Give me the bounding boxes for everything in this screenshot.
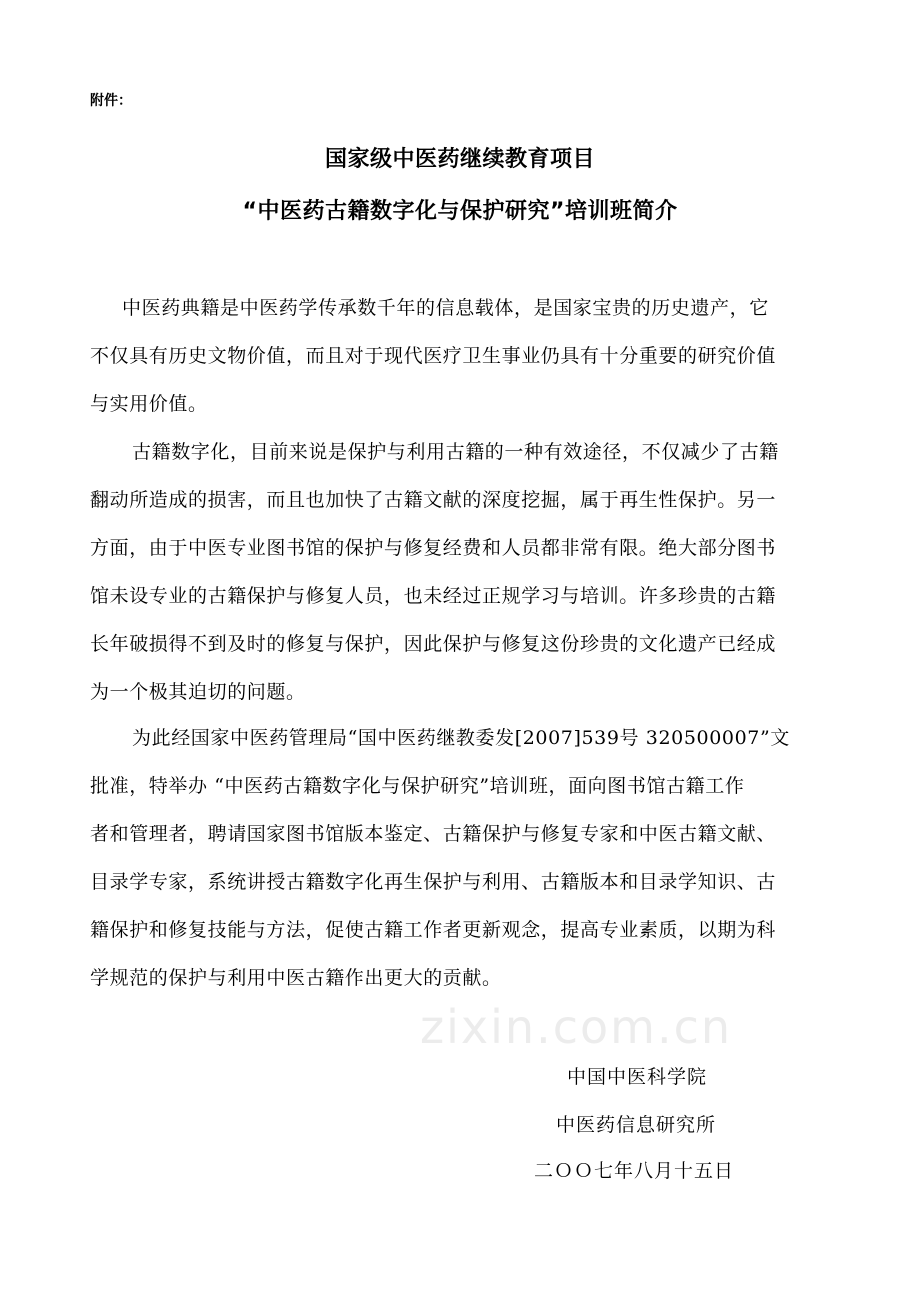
document-title-line-2: “中医药古籍数字化与保护研究”培训班简介: [242, 199, 678, 224]
watermark-text: zixin.com.cn: [420, 1000, 733, 1054]
paragraph-line: 为此经国家中医药管理局“国中医药继教委发[2007]539号 320500007”文: [132, 727, 790, 749]
paragraph-line: 者和管理者，聘请国家图书馆版本鉴定、古籍保护与修复专家和中医古籍文献、: [90, 823, 777, 845]
attachment-label: 附件：: [90, 93, 132, 109]
paragraph-line: 不仅具有历史文物价值，而且对于现代医疗卫生事业仍具有十分重要的研究价值: [90, 345, 777, 367]
paragraph-line: 中医药典籍是中医药学传承数千年的信息载体，是国家宝贵的历史遗产，它: [122, 297, 769, 319]
signature-institute: 中医药信息研究所: [556, 1114, 717, 1136]
paragraph-line: 古籍数字化，目前来说是保护与利用古籍的一种有效途径，不仅减少了古籍: [132, 441, 779, 463]
paragraph-line: 批准，特举办 “中医药古籍数字化与保护研究”培训班，面向图书馆古籍工作: [90, 775, 745, 797]
paragraph-line: 馆未设专业的古籍保护与修复人员，也未经过正规学习与培训。许多珍贵的古籍: [90, 585, 777, 607]
paragraph-2: [90, 428, 830, 716]
paragraph-line: 籍保护和修复技能与方法，促使古籍工作者更新观念，提高专业素质，以期为科: [90, 919, 777, 941]
paragraph-3: [90, 714, 830, 1002]
paragraph-1: [90, 284, 830, 428]
document-title-line-1: 国家级中医药继续教育项目: [324, 147, 595, 172]
signature-date: 二ＯＯ七年八月十五日: [534, 1160, 735, 1182]
paragraph-line: 学规范的保护与利用中医古籍作出更大的贡献。: [90, 967, 502, 989]
paragraph-line: 为一个极其迫切的问题。: [90, 681, 306, 703]
paragraph-line: 翻动所造成的损害，而且也加快了古籍文献的深度挖掘，属于再生性保护。另一: [90, 489, 777, 511]
paragraph-line: 与实用价值。: [90, 393, 208, 415]
paragraph-line: 方面，由于中医专业图书馆的保护与修复经费和人员都非常有限。绝大部分图书: [90, 537, 777, 559]
signature-organization: 中国中医科学院: [567, 1066, 708, 1088]
paragraph-line: 目录学专家，系统讲授古籍数字化再生保护与利用、古籍版本和目录学知识、古: [90, 871, 777, 893]
paragraph-line: 长年破损得不到及时的修复与保护，因此保护与修复这份珍贵的文化遗产已经成: [90, 633, 777, 655]
